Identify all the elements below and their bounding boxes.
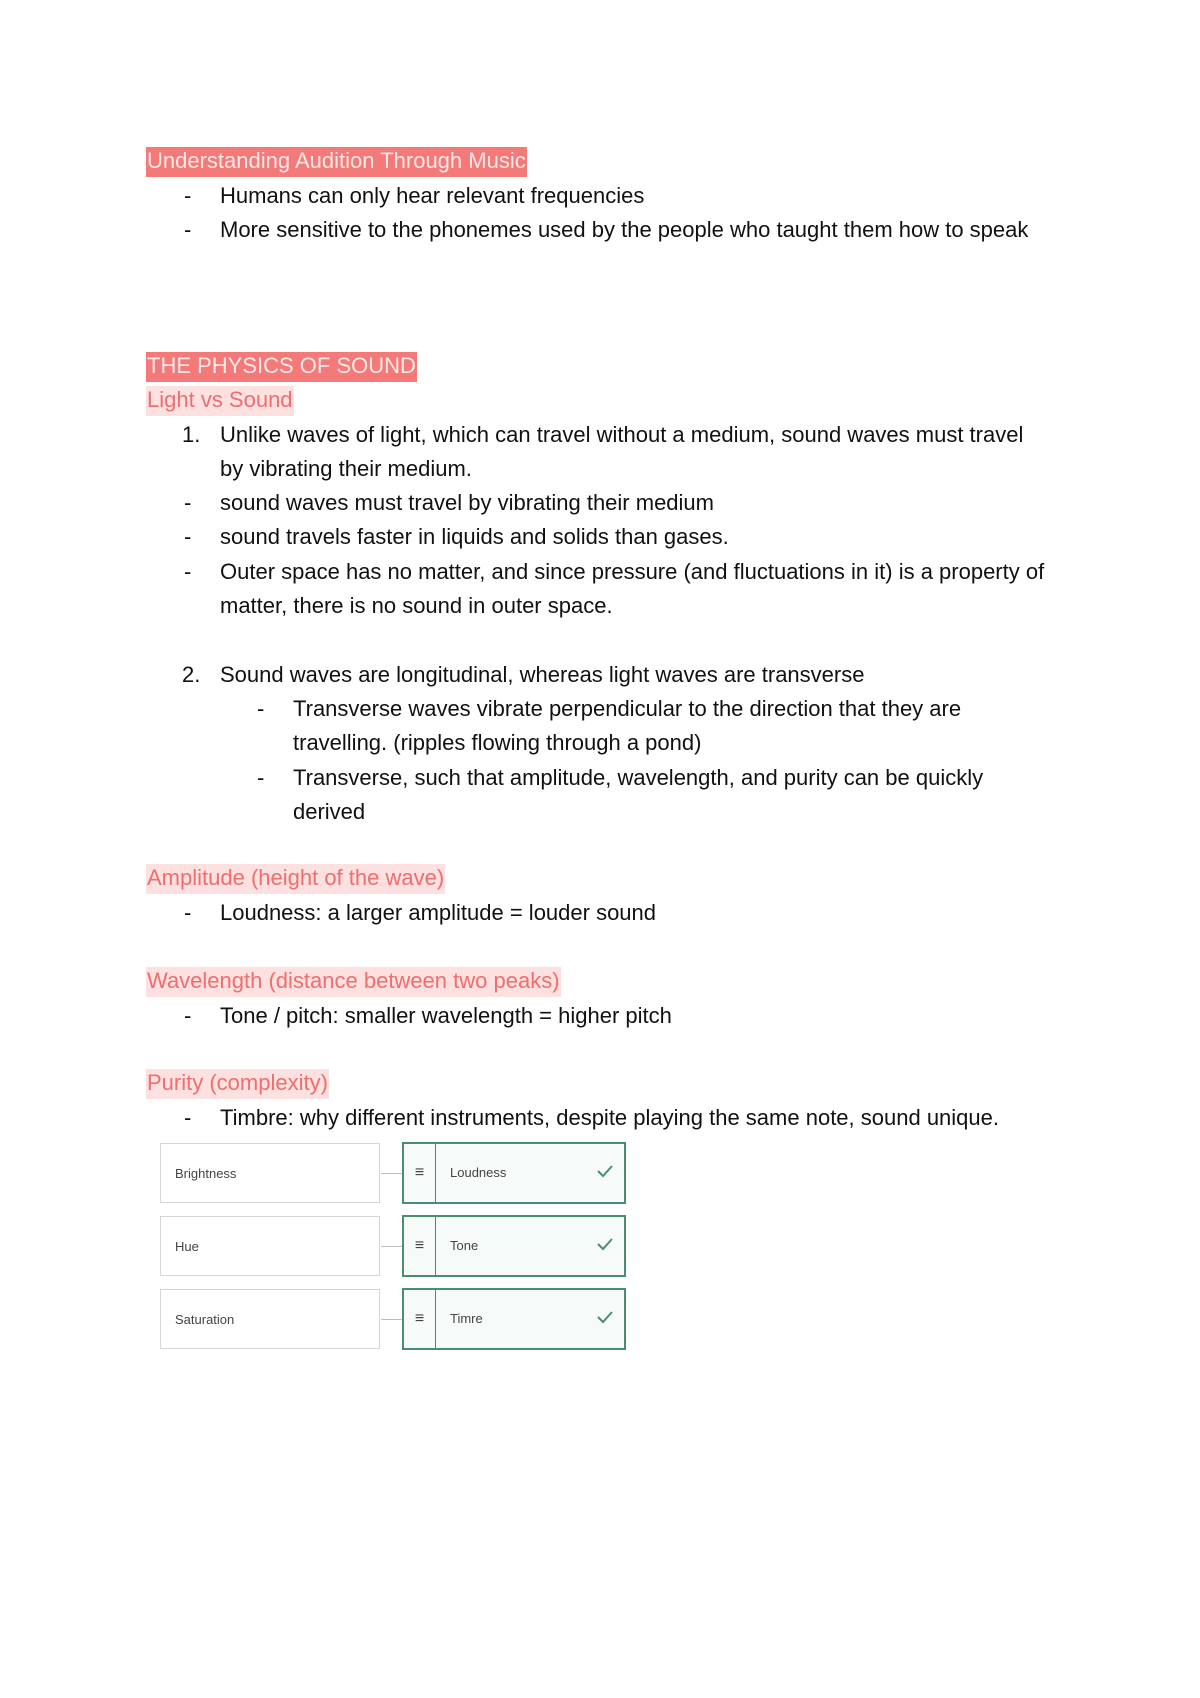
section-heading-audition: Understanding Audition Through Music: [146, 147, 527, 177]
bullet-text: Tone / pitch: smaller wavelength = higher pitch: [220, 1003, 672, 1028]
match-connector: [381, 1319, 403, 1320]
bullet-dash: -: [184, 183, 192, 208]
match-target-tone[interactable]: [402, 1215, 626, 1277]
bullet-dash: -: [184, 217, 192, 242]
match-source-hue: Hue: [160, 1216, 380, 1276]
bullet-text-cont: matter, there is no sound in outer space.: [220, 593, 613, 618]
heading-wavelength: Wavelength (distance between two peaks): [146, 967, 561, 997]
section-heading-physics: THE PHYSICS OF SOUND: [146, 352, 417, 382]
list-item-text-cont: by vibrating their medium.: [220, 456, 472, 481]
drag-handle-icon[interactable]: ≡: [404, 1144, 436, 1202]
check-icon: [596, 1162, 614, 1180]
heading-purity: Purity (complexity): [146, 1069, 329, 1099]
bullet-dash: -: [184, 900, 192, 925]
bullet-dash: -: [184, 1105, 192, 1130]
heading-amplitude: Amplitude (height of the wave): [146, 864, 445, 894]
sub-bullet-text: Transverse waves vibrate perpendicular to the direction that they are: [293, 696, 962, 721]
drag-handle-icon[interactable]: ≡: [404, 1217, 436, 1275]
bullet-text: More sensitive to the phonemes used by the people who taught them how to speak: [220, 217, 1029, 242]
bullet-text: Timbre: why different instruments, despite playing the same note, sound unique.: [220, 1105, 999, 1130]
match-target-timbre[interactable]: [402, 1288, 626, 1350]
match-target-label: Loudness: [450, 1165, 507, 1180]
sub-bullet-text-cont: derived: [293, 799, 366, 824]
bullet-text: Outer space has no matter, and since pressure (and fluctuations in it) is a property of: [220, 559, 1045, 584]
sub-bullet-dash: -: [257, 765, 265, 790]
match-source-brightness: Brightness: [160, 1143, 380, 1203]
bullet-text: Humans can only hear relevant frequencies: [220, 183, 645, 208]
bullet-text: sound travels faster in liquids and solids than gases.: [220, 524, 729, 549]
check-icon: [596, 1308, 614, 1326]
list-number: 1.: [182, 422, 201, 447]
sub-bullet-dash: -: [257, 696, 265, 721]
bullet-text: sound waves must travel by vibrating their medium: [220, 490, 714, 515]
sub-bullet-text-cont: travelling. (ripples flowing through a pond): [293, 730, 702, 755]
match-connector: [381, 1246, 403, 1247]
match-source-saturation: Saturation: [160, 1289, 380, 1349]
drag-handle-icon[interactable]: ≡: [404, 1290, 436, 1348]
check-icon: [596, 1235, 614, 1253]
match-target-label: Tone: [450, 1238, 479, 1253]
list-number: 2.: [182, 662, 201, 687]
bullet-dash: -: [184, 524, 192, 549]
match-target-loudness[interactable]: [402, 1142, 626, 1204]
bullet-dash: -: [184, 559, 192, 584]
list-item-text: Unlike waves of light, which can travel without a medium, sound waves must travel: [220, 422, 1024, 447]
match-connector: [381, 1173, 403, 1174]
match-target-label: Timre: [450, 1311, 483, 1326]
bullet-dash: -: [184, 490, 192, 515]
bullet-text: Loudness: a larger amplitude = louder sound: [220, 900, 657, 925]
bullet-dash: -: [184, 1003, 192, 1028]
sub-bullet-text: Transverse, such that amplitude, wavelength, and purity can be quickly: [293, 765, 984, 790]
list-item-text: Sound waves are longitudinal, whereas light waves are transverse: [220, 662, 865, 687]
subheading-light-vs-sound: Light vs Sound: [146, 386, 294, 416]
